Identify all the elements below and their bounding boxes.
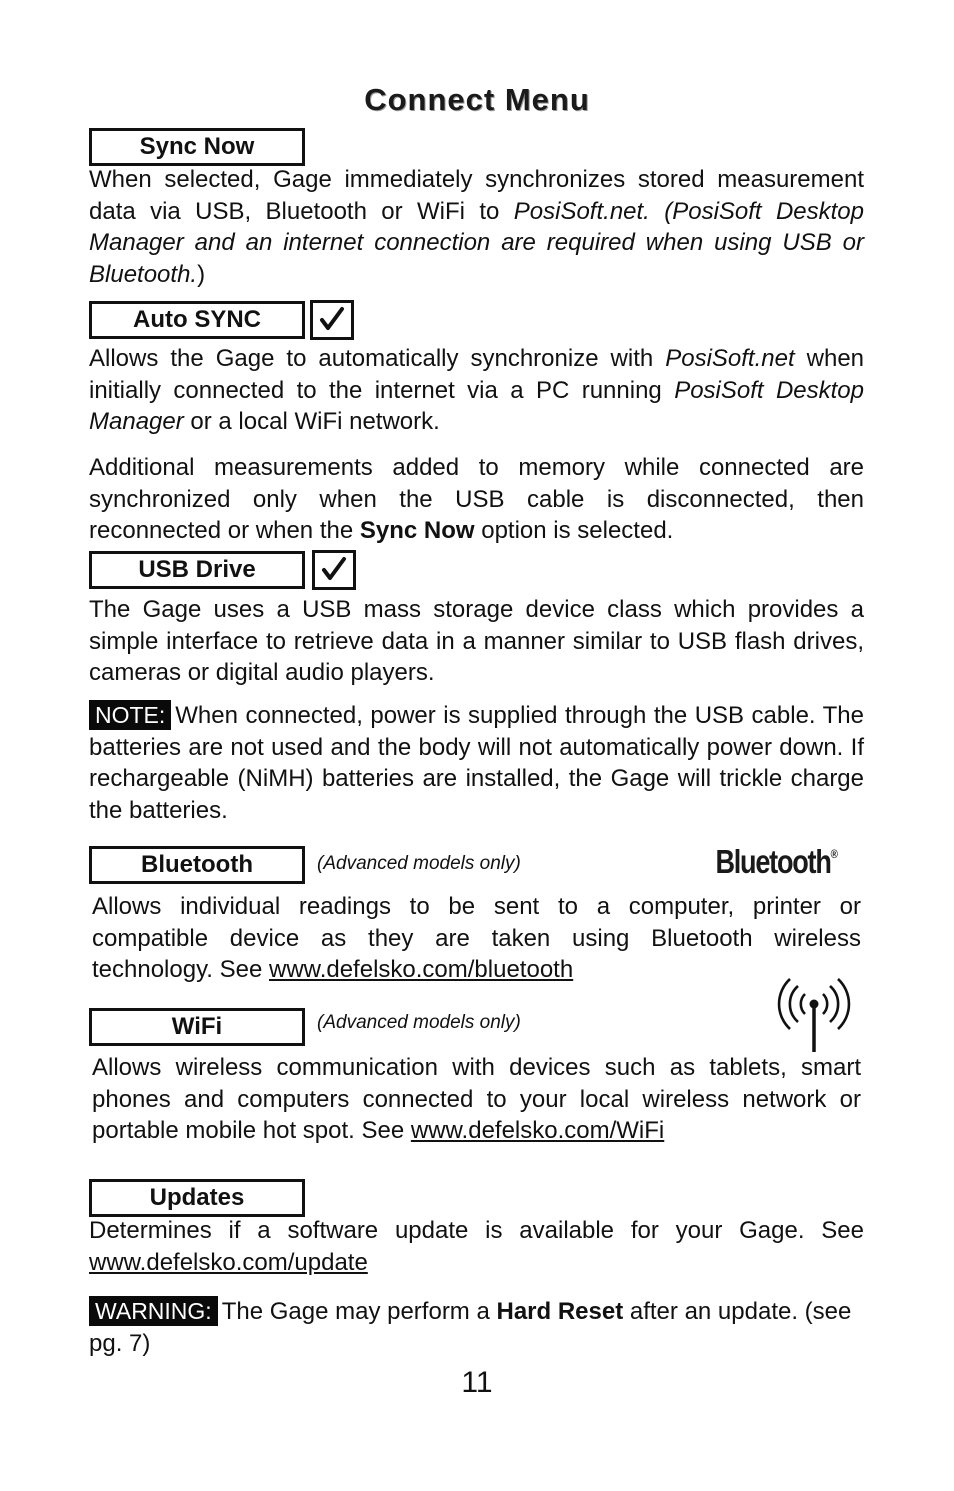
posisoft-net-italic: PosiSoft.net [665,345,795,372]
warning-text-b: after an update. (see pg. 7) [89,1298,852,1357]
auto-sync-additional [89,452,864,547]
updates-link[interactable]: www.defelsko.com/update [89,1248,368,1276]
wifi-text: Allows wireless communication with devices such as tablets, smart phones and computers connected to your local wireless network or portable mobile hot spot. See [92,1054,861,1144]
page-title: Connect Menu [364,82,590,117]
sync-now-italic-text: PosiSoft.net. (PosiSoft Desktop Manager and an internet connection are required when using USB or Bluetooth. [89,197,865,288]
note-tag: NOTE: [89,700,171,730]
auto-sync-checkbox[interactable] [310,300,354,340]
sync-now-menu-item[interactable]: Sync Now [89,128,305,166]
warning-text-a: The Gage may perform a [221,1298,497,1325]
wifi-menu-item[interactable]: WiFi [89,1008,305,1046]
sync-now-text-end: ) [197,260,206,288]
updates-description [89,1215,864,1278]
usb-drive-checkbox[interactable] [312,550,356,590]
warning-tag: WARNING: [89,1296,218,1326]
updates-menu-item[interactable]: Updates [89,1179,305,1217]
sync-now-text: When selected, Gage immediately synchronizes stored measurement data via USB, Bluetooth or WiFi to [89,166,864,225]
desktop-manager-italic: PosiSoft Desktop Manager [89,376,865,435]
checkmark-icon [313,303,351,337]
updates-text: Determines if a software update is available for your Gage. See [89,1217,864,1244]
wireless-antenna-icon [776,972,852,1056]
bluetooth-logo [713,843,863,885]
updates-warning [89,1296,864,1359]
auto-sync-text-c: or a local WiFi network. [183,408,440,435]
checkmark-icon [315,553,353,587]
sync-now-bold: Sync Now [359,517,475,544]
bluetooth-description [92,891,861,986]
auto-sync-description [89,343,864,438]
note-text: When connected, power is supplied through the USB cable. The batteries are not used and the body will not automatically power down. If rechargeable (NiMH) batteries are installed, the Gage will trickle charge the batteries. [89,702,864,824]
wifi-advanced-note: (Advanced models only) [317,1012,521,1033]
auto-sync-menu-item[interactable]: Auto SYNC [89,301,305,339]
bluetooth-advanced-note: (Advanced models only) [317,853,521,874]
usb-drive-description: The Gage uses a USB mass storage device class which provides a simple interface to retrieve data in a manner similar to USB flash drives, cameras or digital audio players. [89,596,864,686]
bluetooth-link[interactable]: www.defelsko.com/bluetooth [269,956,574,983]
hard-reset-bold: Hard Reset [496,1298,624,1325]
auto-sync-additional-text-a: Additional measurements added to memory while connected are synchronized only when the USB cable is disconnected, then reconnected or when the [89,454,864,544]
auto-sync-additional-text-b: option is selected. [474,517,674,544]
registered-mark: ® [830,847,837,861]
wifi-description [92,1052,861,1147]
bluetooth-text: Allows individual readings to be sent to a computer, printer or compatible device as they are taken using Bluetooth wireless technology. See [92,893,861,983]
auto-sync-text-a: Allows the Gage to automatically synchronize with [89,345,666,372]
sync-now-description [89,164,864,290]
page-number: 11 [461,1366,493,1399]
auto-sync-text-b: when initially connected to the internet via a PC running [89,345,865,404]
usb-drive-note [89,700,864,826]
wifi-link[interactable]: www.defelsko.com/WiFi [410,1117,665,1144]
bluetooth-logo-text: Bluetooth [715,843,831,880]
usb-drive-menu-item[interactable]: USB Drive [89,551,305,589]
bluetooth-menu-item[interactable]: Bluetooth [89,846,305,884]
